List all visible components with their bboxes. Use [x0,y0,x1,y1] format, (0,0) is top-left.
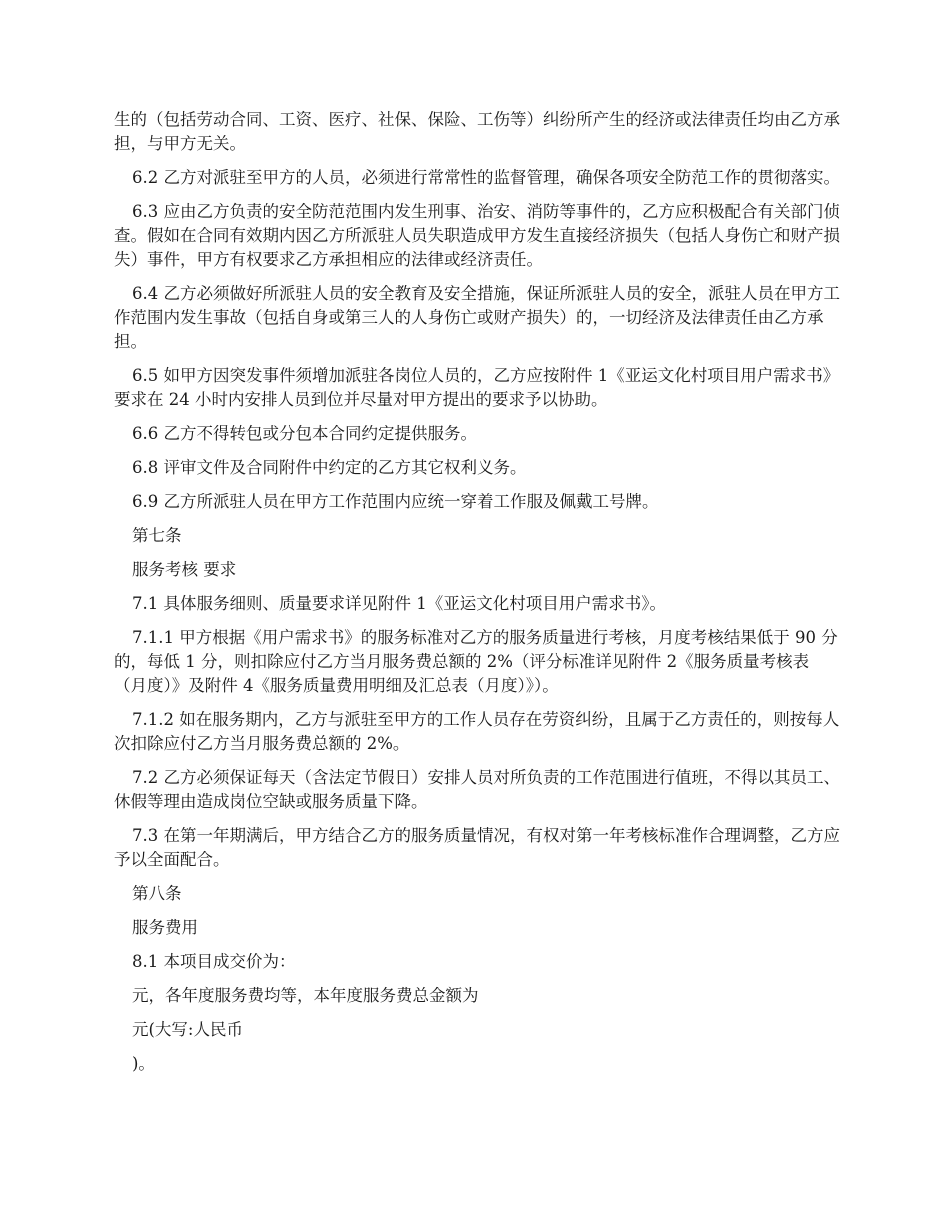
clause-6-6: 6.6 乙方不得转包或分包本合同约定提供服务。 [132,424,477,443]
clause-7-1: 7.1 具体服务细则、质量要求详见附件 1《亚运文化村项目用户需求书》。 [132,594,666,613]
clause-7-2: 7.2 乙方必须保证每天（含法定节假日）安排人员对所负责的工作范围进行值班，不得以其员工、休假等理由造成岗位空缺或服务质量下降。 [114,768,840,811]
clause-6-5: 6.5 如甲方因突发事件须增加派驻各岗位人员的，乙方应按附件 1《亚运文化村项目用户需求书》要求在 24 小时内安排人员到位并尽量对甲方提出的要求予以协助。 [114,366,840,409]
article-7-title: 服务考核 要求 [132,560,237,579]
clause-6-4: 6.4 乙方必须做好所派驻人员的安全教育及安全措施，保证所派驻人员的安全，派驻人员在甲方工作范围内发生事故（包括自身或第三人的人身伤亡或财产损失）的，一切经济及法律责任由乙方承担。 [114,284,840,351]
fee-line-close: )。 [132,1054,155,1073]
fee-line-capital: 元(大写:人民币 [132,1020,243,1039]
article-8-heading: 第八条 [132,884,182,903]
paragraph-continuation: 生的（包括劳动合同、工资、医疗、社保、保险、工伤等）纠纷所产生的经济或法律责任均由乙方承担，与甲方无关。 [114,110,840,153]
clause-6-2: 6.2 乙方对派驻至甲方的人员，必须进行常常性的监督管理，确保各项安全防范工作的贯彻落实。 [132,168,840,187]
clause-6-3: 6.3 应由乙方负责的安全防范范围内发生刑事、治安、消防等事件的，乙方应积极配合有关部门侦查。假如在合同有效期内因乙方所派驻人员失职造成甲方发生直接经济损失（包括人身伤亡和财产损失）事件，甲方有权要求乙方承担相应的法律或经济责任。 [114,202,840,269]
clause-8-1: 8.1 本项目成交价为： [132,952,296,971]
article-8-title: 服务费用 [132,918,198,937]
clause-7-1-2: 7.1.2 如在服务期内，乙方与派驻至甲方的工作人员存在劳资纠纷，且属于乙方责任的，则按每人次扣除应付乙方当月服务费总额的 2%。 [114,710,840,753]
clause-6-8: 6.8 评审文件及合同附件中约定的乙方其它权利义务。 [132,458,527,477]
article-7-heading: 第七条 [132,526,182,545]
clause-7-1-1: 7.1.1 甲方根据《用户需求书》的服务标准对乙方的服务质量进行考核，月度考核结果低于 90 分的，每低 1 分，则扣除应付乙方当月服务费总额的 2%（评分标准详见附件 2《服务质量考核表（月度）》及附件 4《服务质量费用明细及汇总表（月度）》）。 [114,628,838,695]
clause-7-3: 7.3 在第一年期满后，甲方结合乙方的服务质量情况，有权对第一年考核标准作合理调整，乙方应予以全面配合。 [114,826,840,869]
fee-line-amount: 元，各年度服务费均等，本年度服务费总金额为 [132,986,479,1005]
clause-6-9: 6.9 乙方所派驻人员在甲方工作范围内应统一穿着工作服及佩戴工号牌。 [132,492,659,511]
